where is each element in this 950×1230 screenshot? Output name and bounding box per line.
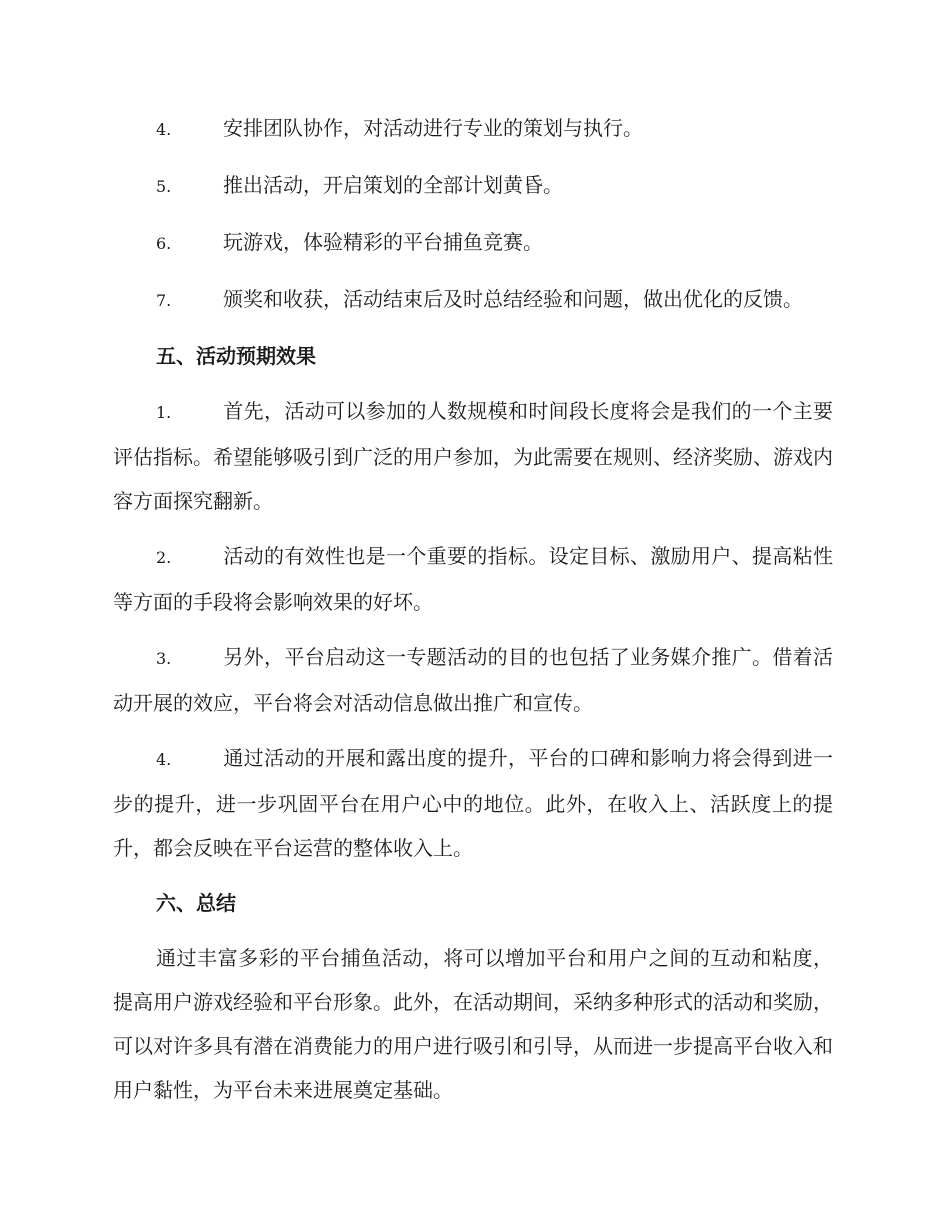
list-item-step-6 [113, 220, 833, 266]
list-number: 2. [156, 548, 172, 567]
list-number: 4. [156, 750, 172, 769]
list-item-text: 另外，平台启动这一专题活动的目的也包括了业务媒介推广。借着活动开展的效应，平台将会对活动信息做出推广和宣传。 [113, 645, 833, 715]
list-number: 4. [156, 120, 172, 139]
list-item-text: 安排团队协作，对活动进行专业的策划与执行。 [223, 116, 643, 140]
list-number: 7. [156, 291, 172, 310]
list-item-text: 推出活动，开启策划的全部计划黄昏。 [223, 173, 563, 197]
list-item-step-4 [113, 106, 833, 152]
list-item-step-5 [113, 163, 833, 209]
section-heading-expected-effects: 五、活动预期效果 [156, 344, 316, 368]
list-item-effect-1 [113, 389, 833, 523]
list-item-step-7 [113, 277, 833, 323]
list-item-effect-3 [113, 635, 833, 725]
list-item-effect-4 [113, 736, 833, 870]
document-body [113, 106, 833, 1112]
list-number: 5. [156, 177, 172, 196]
list-item-text: 活动的有效性也是一个重要的指标。设定目标、激励用户、提高粘性等方面的手段将会影响效果的好坏。 [113, 544, 833, 614]
list-number: 3. [156, 649, 172, 668]
list-item-text: 颁奖和收获，活动结束后及时总结经验和问题，做出优化的反馈。 [223, 287, 803, 311]
section-heading-summary: 六、总结 [156, 891, 236, 915]
list-item-text: 首先，活动可以参加的人数规模和时间段长度将会是我们的一个主要评估指标。希望能够吸引到广泛的用户参加，为此需要在规则、经济奖励、游戏内容方面探究翻新。 [113, 399, 833, 513]
list-number: 1. [156, 403, 172, 422]
list-item-effect-2 [113, 534, 833, 624]
list-item-text: 玩游戏，体验精彩的平台捕鱼竞赛。 [223, 230, 543, 254]
summary-paragraph: 通过丰富多彩的平台捕鱼活动，将可以增加平台和用户之间的互动和粘度，提高用户游戏经验和平台形象。此外，在活动期间，采纳多种形式的活动和奖励，可以对许多具有潜在消费能力的用户进行吸引和引导，从而进一步提高平台收入和用户黏性，为平台未来进展奠定基础。 [113, 946, 833, 1102]
list-number: 6. [156, 234, 172, 253]
list-item-text: 通过活动的开展和露出度的提升，平台的口碑和影响力将会得到进一步的提升，进一步巩固平台在用户心中的地位。此外，在收入上、活跃度上的提升，都会反映在平台运营的整体收入上。 [113, 746, 833, 860]
